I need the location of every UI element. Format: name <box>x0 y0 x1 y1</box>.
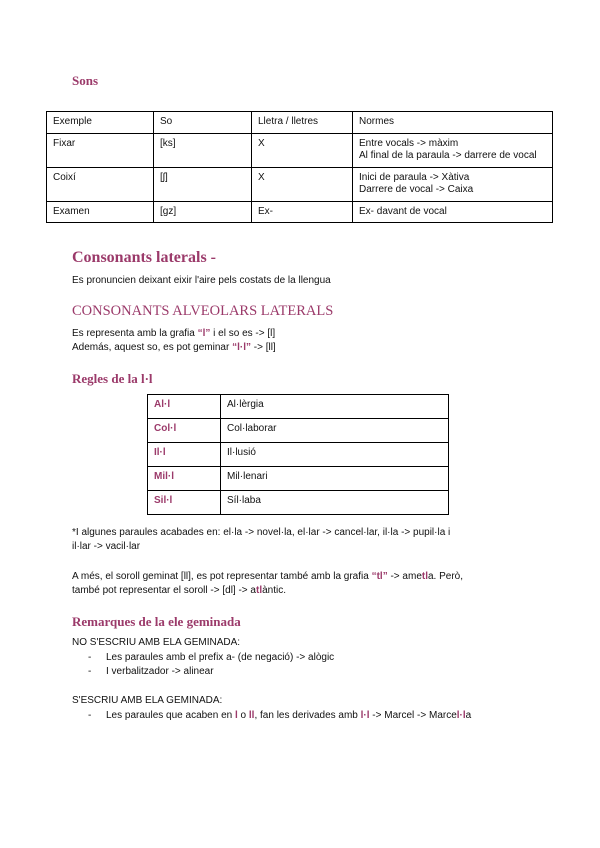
norma-line: Entre vocals -> màxim <box>359 137 459 149</box>
list-item: - Les paraules amb el prefix a- (de negació) -> alògic <box>72 651 334 665</box>
prefix-cell: Col·l <box>148 419 221 443</box>
word-cell: Al·lèrgia <box>221 395 449 419</box>
alveolars-text <box>72 327 276 355</box>
laterals-title: Consonants laterals - <box>72 249 217 266</box>
soroll-text <box>72 570 463 598</box>
alveolars-line-2: Además, aquest so, es pot geminar “l·l” -> [ll] <box>72 342 276 353</box>
table-row <box>47 133 553 167</box>
cell-normes <box>353 167 553 201</box>
table-row <box>47 201 553 223</box>
cell-so: [gz] <box>154 201 252 223</box>
word-cell: Mil·lenari <box>221 467 449 491</box>
cell-lletra: Ex- <box>252 201 353 223</box>
cell-lletra: X <box>252 167 353 201</box>
prefix-cell: Il·l <box>148 443 221 467</box>
si-heading: S'ESCRIU AMB ELA GEMINADA: <box>72 695 223 706</box>
norma-line: Darrere de vocal -> Caixa <box>359 184 474 195</box>
norma-line: Al final de la paraula -> darrere de vocal <box>359 150 537 161</box>
cell-so: [ks] <box>154 133 252 167</box>
note-line-2: il·lar -> vacil·lar <box>72 541 141 552</box>
table-row <box>148 395 449 419</box>
soroll-line-1: A més, el soroll geminat [ll], es pot representar també amb la grafia “tl” -> ametla. Però, <box>72 571 464 582</box>
word-cell: Síl·laba <box>221 491 449 515</box>
table-row <box>148 443 449 467</box>
list-item: - I verbalitzador -> alinear <box>72 665 334 679</box>
cell-normes <box>353 133 553 167</box>
table-row <box>148 419 449 443</box>
no-heading: NO S'ESCRIU AMB ELA GEMINADA: <box>72 637 241 648</box>
header-normes: Normes <box>353 112 553 134</box>
alveolars-title: CONSONANTS ALVEOLARS LATERALS <box>72 303 334 319</box>
word-cell: Il·lusió <box>221 443 449 467</box>
word-cell: Col·laborar <box>221 419 449 443</box>
sons-table <box>46 111 553 223</box>
sons-title: Sons <box>72 73 99 88</box>
prefix-cell: Mil·l <box>148 467 221 491</box>
cell-so: [ʃ] <box>154 167 252 201</box>
cell-exemple: Fixar <box>47 133 154 167</box>
cell-normes <box>353 201 553 223</box>
regles-title: Regles de la l·l <box>72 371 153 386</box>
alveolars-line-1: Es representa amb la grafia “l” i el so es -> [l] <box>72 328 276 339</box>
prefix-cell: Al·l <box>148 395 221 419</box>
soroll-line-2: també pot representar el soroll -> [dl] -> atlàntic. <box>72 585 286 596</box>
table-row <box>148 467 449 491</box>
norma-line: Inici de paraula -> Xàtiva <box>359 171 470 183</box>
grafia-mark: “l” <box>197 328 211 339</box>
table-row <box>148 491 449 515</box>
header-exemple: Exemple <box>47 112 154 134</box>
list-item: - Les paraules que acaben en l o ll, fan les derivades amb l·l -> Marcel -> Marcel·la <box>72 709 471 723</box>
cell-exemple: Coixí <box>47 167 154 201</box>
norma-line: Ex- davant de vocal <box>359 205 447 217</box>
table-row <box>47 167 553 201</box>
no-list <box>72 651 334 679</box>
cell-lletra: X <box>252 133 353 167</box>
header-so: So <box>154 112 252 134</box>
geminada-mark: “l·l” <box>232 342 251 353</box>
table-row <box>47 112 553 134</box>
note-text <box>72 526 450 554</box>
note-line-1: *I algunes paraules acabades en: el·la -> novel·la, el·lar -> cancel·lar, il·la -> pupil·la i <box>72 527 451 538</box>
cell-exemple: Examen <box>47 201 154 223</box>
si-list <box>72 709 471 723</box>
remarques-title: Remarques de la ele geminada <box>72 614 241 629</box>
laterals-desc: Es pronuncien deixant eixir l'aire pels costats de la llengua <box>72 275 331 286</box>
prefix-cell: Sil·l <box>148 491 221 515</box>
header-lletra: Lletra / lletres <box>252 112 353 134</box>
regles-table <box>147 394 449 515</box>
